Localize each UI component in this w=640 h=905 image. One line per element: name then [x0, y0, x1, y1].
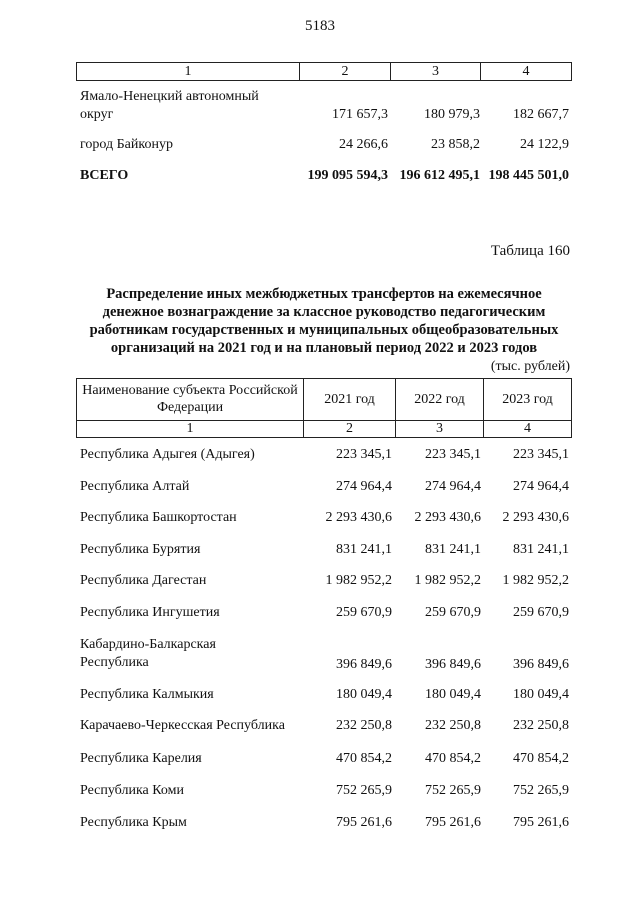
column-number: 2: [303, 420, 395, 437]
value-2023: 752 265,9: [513, 783, 569, 798]
column-number: 2: [299, 63, 390, 80]
value-2023: 259 670,9: [513, 605, 569, 620]
value-2022: 795 261,6: [425, 815, 481, 830]
value-2023: 182 667,7: [513, 107, 569, 122]
value-2022: 23 858,2: [431, 137, 480, 152]
value-2021: 232 250,8: [336, 718, 392, 733]
value-2023: 180 049,4: [513, 687, 569, 702]
region-name: Республика Бурятия: [80, 542, 201, 557]
value-2023: 24 122,9: [520, 137, 569, 152]
value-2021: 171 657,3: [332, 107, 388, 122]
column-number: 4: [480, 63, 571, 80]
value-2021: 795 261,6: [336, 815, 392, 830]
value-2023: 223 345,1: [513, 447, 569, 462]
value-2021: 180 049,4: [336, 687, 392, 702]
total-2023: 198 445 501,0: [488, 168, 569, 183]
value-2022: 2 293 430,6: [414, 510, 481, 525]
value-2021: 2 293 430,6: [325, 510, 392, 525]
value-2022: 232 250,8: [425, 718, 481, 733]
table-label: Таблица 160: [490, 243, 570, 259]
value-2022: 180 049,4: [425, 687, 481, 702]
value-2022: 223 345,1: [425, 447, 481, 462]
region-name: Республика Ингушетия: [80, 605, 220, 620]
header-2021: 2021 год: [303, 379, 395, 420]
region-name: Республика Адыгея (Адыгея): [80, 447, 255, 462]
header-subject: Наименование субъекта Российской Федерации: [82, 383, 298, 415]
value-2022: 470 854,2: [425, 751, 481, 766]
value-2022: 831 241,1: [425, 542, 481, 557]
region-name: Республика Коми: [80, 783, 184, 798]
value-2021: 259 670,9: [336, 605, 392, 620]
value-2021: 274 964,4: [336, 479, 392, 494]
value-2023: 831 241,1: [513, 542, 569, 557]
region-name: Карачаево-Черкесская Республика: [80, 718, 285, 733]
value-2022: 259 670,9: [425, 605, 481, 620]
top-table-column-numbers: [76, 62, 572, 81]
region-name: Ямало-Ненецкий автономный округ: [80, 89, 259, 122]
value-2022: 1 982 952,2: [414, 573, 481, 588]
value-2023: 274 964,4: [513, 479, 569, 494]
value-2022: 274 964,4: [425, 479, 481, 494]
table-row: [76, 88, 572, 128]
total-row: [76, 167, 572, 187]
value-2023: 2 293 430,6: [502, 510, 569, 525]
region-name: Республика Карелия: [80, 751, 202, 766]
column-number: 1: [77, 420, 303, 437]
region-name: город Байконур: [80, 137, 173, 152]
value-2021: 831 241,1: [336, 542, 392, 557]
table-caption: Распределение иных межбюджетных трансфертов на ежемесячное денежное вознаграждение за классное руководство педагогическим работникам государственных и муниципальных общеобразовательных организаций на 2021 год и на плановый период 2022 и 2023 годов: [89, 286, 559, 356]
total-label: ВСЕГО: [80, 168, 129, 183]
value-2022: 180 979,3: [424, 107, 480, 122]
column-number: 3: [395, 420, 483, 437]
value-2023: 470 854,2: [513, 751, 569, 766]
region-name: Кабардино-Балкарская Республика: [80, 637, 216, 670]
total-2022: 196 612 495,1: [399, 168, 480, 183]
page-number: 5183: [305, 18, 335, 34]
value-2021: 1 982 952,2: [325, 573, 392, 588]
value-2021: 24 266,6: [339, 137, 388, 152]
value-2022: 396 849,6: [425, 657, 481, 672]
value-2023: 232 250,8: [513, 718, 569, 733]
column-number: 1: [184, 64, 192, 79]
column-number: 4: [483, 420, 571, 437]
value-2023: 396 849,6: [513, 657, 569, 672]
units-label: (тыс. рублей): [490, 359, 570, 374]
value-2023: 1 982 952,2: [502, 573, 569, 588]
total-2021: 199 095 594,3: [307, 168, 388, 183]
main-table-header: [76, 378, 572, 438]
header-2022: 2022 год: [395, 379, 483, 420]
column-number: 3: [390, 63, 480, 80]
table-row: [76, 136, 572, 156]
region-name: Республика Калмыкия: [80, 687, 214, 702]
value-2021: 470 854,2: [336, 751, 392, 766]
region-name: Республика Крым: [80, 815, 187, 830]
value-2022: 752 265,9: [425, 783, 481, 798]
value-2021: 752 265,9: [336, 783, 392, 798]
value-2021: 223 345,1: [336, 447, 392, 462]
region-name: Республика Алтай: [80, 479, 190, 494]
value-2021: 396 849,6: [336, 657, 392, 672]
header-2023: 2023 год: [483, 379, 571, 420]
region-name: Республика Башкортостан: [80, 510, 237, 525]
value-2023: 795 261,6: [513, 815, 569, 830]
region-name: Республика Дагестан: [80, 573, 207, 588]
